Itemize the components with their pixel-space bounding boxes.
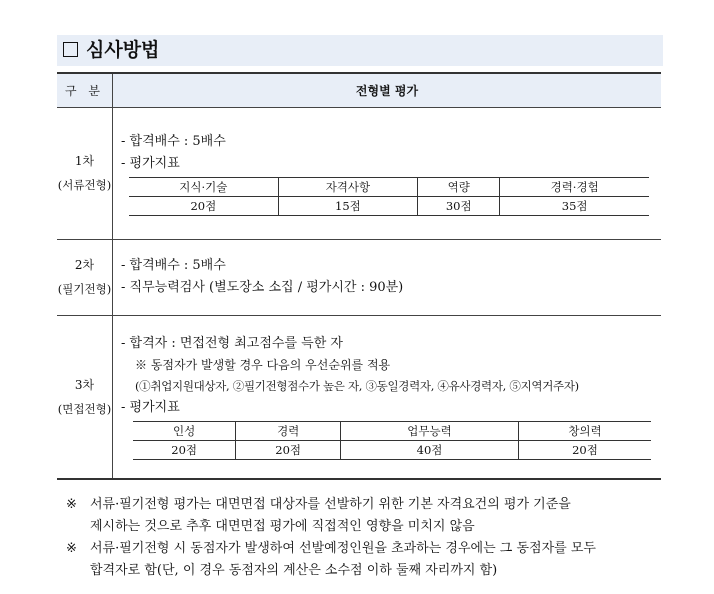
stage3-indicator-header: 인성 <box>133 422 236 441</box>
header-category: 구 분 <box>57 73 113 107</box>
header-evaluation: 전형별 평가 <box>113 73 662 107</box>
stage3-indicator-value: 20점 <box>236 441 341 460</box>
stage1-indicator-value: 15점 <box>278 196 417 215</box>
stage3-indicator-header: 업무능력 <box>341 422 519 441</box>
stage3-indicator-header: 창의력 <box>518 422 651 441</box>
stage3-label: 3차 <box>74 377 95 392</box>
stage3-indicator-value: 20점 <box>133 441 236 460</box>
stage3-row <box>57 315 661 479</box>
stage2-content <box>113 239 662 315</box>
stage1-content <box>113 107 662 239</box>
footnote-mark: ※ <box>66 541 77 556</box>
stage3-sublabel: (면접전형) <box>57 401 112 416</box>
stage2-pass-ratio: - 합격배수 : 5배수 <box>121 258 226 273</box>
stage1-indicator-table <box>129 177 649 216</box>
stage1-indicator-header-row <box>129 177 649 196</box>
stage3-pass-criteria: - 합격자 : 면접전형 최고점수를 득한 자 <box>121 336 343 352</box>
stage3-indicator-value-row <box>133 441 651 460</box>
stage3-indicators-label: - 평가지표 <box>121 400 180 416</box>
stage3-indicator-value: 20점 <box>518 441 651 460</box>
stage1-indicators-label: - 평가지표 <box>121 155 180 171</box>
footnote-line: 합격자로 함(단, 이 경우 동점자의 계산은 소수점 이하 둘째 자리까지 함) <box>90 563 498 578</box>
stage1-indicator-header: 역량 <box>418 177 500 196</box>
stage2-row <box>57 239 661 315</box>
stage1-label-cell <box>57 107 113 239</box>
stage1-indicator-header: 자격사항 <box>278 177 417 196</box>
stage1-indicator-value: 20점 <box>129 196 278 215</box>
section-title <box>57 35 663 66</box>
stage1-indicator-value: 30점 <box>418 196 500 215</box>
footnote <box>66 494 666 538</box>
section-title-text: 심사방법 <box>86 39 160 61</box>
stage1-indicator-value-row <box>129 196 649 215</box>
table-header-row <box>57 73 661 107</box>
footnote-line: 서류·필기전형 평가는 대면면접 대상자를 선발하기 위한 기본 자격요건의 평가 기준을 <box>90 497 571 512</box>
stage1-indicator-header: 경력·경험 <box>500 177 649 196</box>
stage3-tie-note: ※ 동점자가 발생할 경우 다음의 우선순위를 적용 <box>135 358 391 373</box>
stage1-indicator-value: 35점 <box>500 196 649 215</box>
footnote-line: 제시하는 것으로 추후 대면면접 평가에 직접적인 영향을 미치지 않음 <box>90 519 475 534</box>
checkbox-square-icon <box>63 42 78 57</box>
stage1-indicator-header: 지식·기술 <box>129 177 278 196</box>
footnote-text <box>90 494 571 538</box>
stage1-sublabel: (서류전형) <box>57 178 112 192</box>
evaluation-method-table <box>57 72 661 480</box>
stage2-label: 2차 <box>74 258 95 272</box>
footnote-line: 서류·필기전형 시 동점자가 발생하여 선발예정인원을 초과하는 경우에는 그 동점자를 모두 <box>90 541 596 556</box>
stage2-label-cell <box>57 239 113 315</box>
stage1-pass-ratio: - 합격배수 : 5배수 <box>121 133 226 149</box>
footnotes <box>66 494 666 582</box>
stage3-indicator-value: 40점 <box>341 441 519 460</box>
stage1-label: 1차 <box>74 154 95 168</box>
stage2-test-info: - 직무능력검사 (별도장소 소집 / 평가시간 : 90분) <box>121 280 404 295</box>
stage3-label-cell <box>57 315 113 479</box>
stage3-indicator-header: 경력 <box>236 422 341 441</box>
footnote <box>66 538 666 582</box>
footnote-mark: ※ <box>66 497 77 512</box>
stage3-priority-list: (①취업지원대상자, ②필기전형점수가 높은 자, ③동일경력자, ④유사경력자, ⑤지역거주자) <box>135 379 579 394</box>
footnote-text <box>90 538 596 582</box>
stage2-sublabel: (필기전형) <box>57 282 112 296</box>
stage3-indicator-header-row <box>133 422 651 441</box>
stage3-indicator-table <box>133 421 651 460</box>
stage3-content <box>113 315 662 479</box>
stage1-row <box>57 107 661 239</box>
